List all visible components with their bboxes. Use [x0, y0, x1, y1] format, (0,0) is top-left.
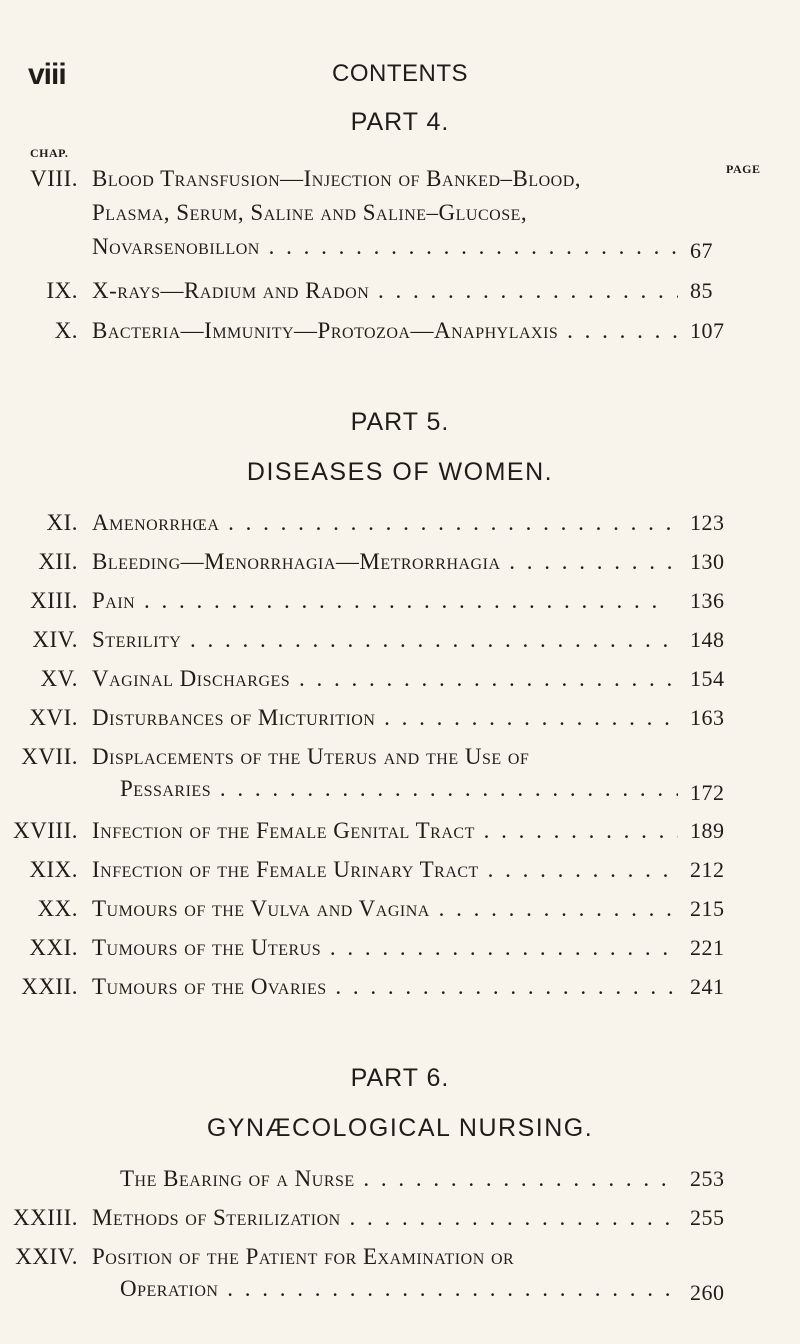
page-reference: 107: [690, 318, 725, 343]
toc-entry-x[interactable]: [0, 318, 800, 352]
page-reference: 136: [690, 588, 725, 613]
chapter-number: VIII.: [30, 166, 78, 191]
toc-entry-xii[interactable]: [0, 549, 800, 583]
page-reference: 67: [690, 238, 713, 263]
toc-entry-xxi[interactable]: [0, 935, 800, 969]
toc-entry-bearing-of-nurse[interactable]: [0, 1166, 800, 1200]
page-number: viii: [28, 58, 66, 91]
running-title: CONTENTS: [332, 60, 468, 87]
page-reference: 255: [690, 1205, 725, 1230]
page-column-label: PAGE: [726, 162, 761, 176]
toc-entry-xxiii[interactable]: [0, 1205, 800, 1239]
chapter-title: Bleeding—Menorrhagia—Metrorrhagia . .: [92, 549, 678, 575]
chapter-title: Pain . .: [92, 588, 678, 614]
page-reference: 221: [690, 935, 725, 960]
chapter-number: IX.: [46, 278, 78, 303]
chapter-title: Tumours of the Ovaries . .: [92, 974, 678, 1000]
page-reference: 253: [690, 1166, 725, 1191]
page-reference: 189: [690, 818, 725, 843]
chapter-number: X.: [54, 318, 78, 343]
toc-entry-xiv[interactable]: [0, 627, 800, 661]
chapter-number: XVII.: [21, 744, 78, 769]
chapter-title: X-rays—Radium and Radon . .: [92, 278, 678, 304]
toc-entry-xv[interactable]: [0, 666, 800, 700]
page-reference: 212: [690, 857, 725, 882]
toc-entry-xvii-line-2: [0, 776, 800, 810]
chapter-number: XIV.: [32, 627, 78, 652]
page-reference: 241: [690, 974, 725, 999]
toc-entry-xiii[interactable]: [0, 588, 800, 622]
chapter-title-line: Displacements of the Uterus and the Use of: [92, 744, 530, 769]
toc-entry-xx[interactable]: [0, 896, 800, 930]
chapter-title: The Bearing of a Nurse . .: [120, 1166, 678, 1192]
chapter-number: XII.: [38, 549, 78, 574]
toc-entry-ix[interactable]: [0, 278, 800, 312]
page-reference: 154: [690, 666, 725, 691]
chapter-number: XXII.: [21, 974, 78, 999]
part-4-title: PART 4.: [350, 108, 450, 136]
chapter-column-label: CHAP.: [30, 146, 69, 160]
toc-entry-xvii[interactable]: [0, 744, 800, 778]
toc-entry-xix[interactable]: [0, 857, 800, 891]
chapter-number: XIII.: [30, 588, 78, 613]
chapter-number: XV.: [40, 666, 78, 691]
page-reference: 130: [690, 549, 725, 574]
chapter-title: Tumours of the Vulva and Vagina . .: [92, 896, 678, 922]
toc-entry-xxiv-line-2: [0, 1276, 800, 1310]
toc-entry-xviii[interactable]: [0, 818, 800, 852]
page-reference: 163: [690, 705, 725, 730]
toc-entry-xvi[interactable]: [0, 705, 800, 739]
chapter-title-line: Position of the Patient for Examination or: [92, 1244, 515, 1269]
toc-entry-viii[interactable]: [0, 166, 800, 200]
toc-entry-xxii[interactable]: [0, 974, 800, 1008]
chapter-number: XXI.: [29, 935, 78, 960]
toc-entry-viii-line-2: [0, 200, 800, 234]
chapter-title-line: Plasma, Serum, Saline and Saline–Glucose,: [92, 200, 528, 225]
page-reference: 85: [690, 278, 713, 303]
chapter-title-line: Pessaries . .: [120, 776, 678, 802]
chapter-title: Infection of the Female Genital Tract . .: [92, 818, 678, 844]
part-5-subtitle: DISEASES OF WOMEN.: [246, 458, 554, 486]
chapter-title: Disturbances of Micturition . .: [92, 705, 678, 731]
page-reference: 260: [690, 1280, 725, 1305]
toc-entry-xxiv[interactable]: [0, 1244, 800, 1278]
chapter-number: XX.: [37, 896, 78, 921]
part-5-title: PART 5.: [350, 408, 450, 436]
page-reference: 215: [690, 896, 725, 921]
toc-entry-xi[interactable]: [0, 510, 800, 544]
toc-entry-viii-line-3: [0, 234, 800, 268]
chapter-title-line: Novarsenobillon . .: [92, 234, 678, 260]
chapter-title-line: Blood Transfusion—Injection of Banked–Blood,: [92, 166, 582, 191]
chapter-title: Tumours of the Uterus . .: [92, 935, 678, 961]
chapter-number: XVIII.: [13, 818, 78, 843]
chapter-number: XVI.: [29, 705, 78, 730]
chapter-number: XXIII.: [13, 1205, 78, 1230]
chapter-title: Bacteria—Immunity—Protozoa—Anaphylaxis . .: [92, 318, 678, 344]
chapter-title: Infection of the Female Urinary Tract . .: [92, 857, 678, 883]
page-reference: 123: [690, 510, 725, 535]
page-reference: 172: [690, 780, 725, 805]
part-6-subtitle: GYNÆCOLOGICAL NURSING.: [206, 1114, 594, 1142]
part-6-title: PART 6.: [350, 1064, 450, 1092]
chapter-title: Methods of Sterilization . .: [92, 1205, 678, 1231]
chapter-title: Sterility . .: [92, 627, 678, 653]
page-reference: 148: [690, 627, 725, 652]
chapter-title-line: Operation . .: [120, 1276, 678, 1302]
chapter-title: Vaginal Discharges . .: [92, 666, 678, 692]
chapter-title: Amenorrhœa . .: [92, 510, 678, 536]
chapter-number: XIX.: [29, 857, 78, 882]
chapter-number: XXIV.: [15, 1244, 78, 1269]
chapter-number: XI.: [46, 510, 78, 535]
